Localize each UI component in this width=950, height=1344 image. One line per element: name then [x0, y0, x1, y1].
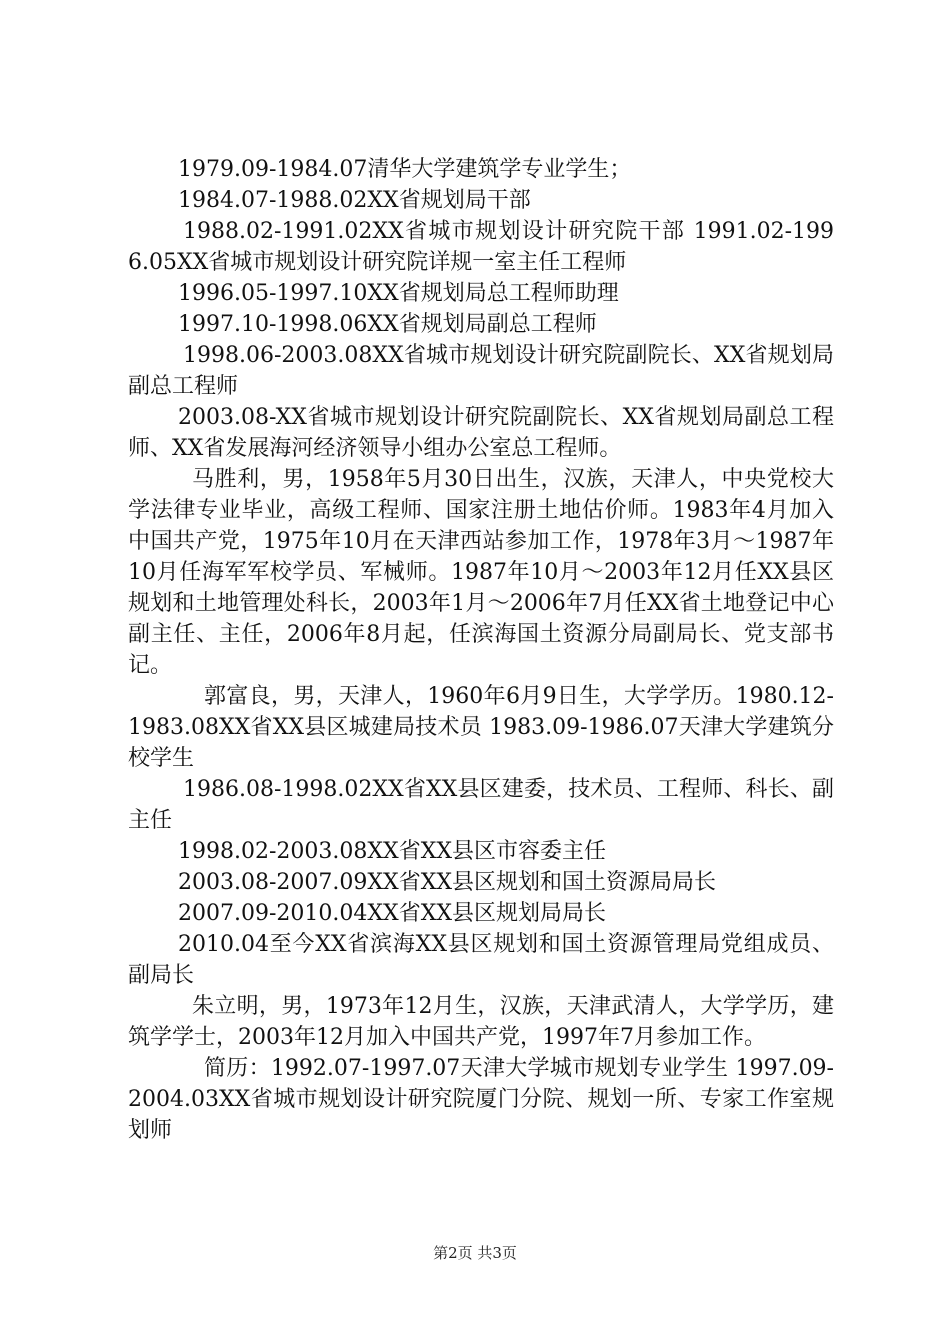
resume-entry-1996: 1996.05-1997.10XX省规划局总工程师助理 [178, 281, 619, 306]
resume-zhu-liming: 简历：1992.07-1997.07天津大学城市规划专业学生 1997.09-2004.03XX省城市规划设计研究院厦门分院、规划一所、专家工作室规划师 [128, 1056, 834, 1143]
resume-entry-guo-2003: 2003.08-2007.09XX省XX县区规划和国土资源局局长 [178, 870, 717, 895]
resume-entry-guo-2007: 2007.09-2010.04XX省XX县区规划局局长 [178, 901, 607, 926]
resume-entry-2003: 2003.08-XX省城市规划设计研究院副院长、XX省规划局副总工程师、XX省发展海河经济领导小组办公室总工程师。 [128, 405, 834, 461]
document-body [128, 154, 834, 1146]
profile-ma-shengli: 马胜利，男，1958年5月30日出生，汉族，天津人，中央党校大学法律专业毕业，高级工程师、国家注册土地估价师。1983年4月加入中国共产党，1975年10月在天津西站参加工作，1978年3月～1987年10月任海军军校学员、军械师。1987年10月～2003年12月任XX县区规划和土地管理处科长，2003年1月～2006年7月任XX省土地登记中心副主任、主任，2006年8月起，任滨海国土资源分局副局长、党支部书记。 [128, 467, 834, 678]
page-number-footer: 第2页 共3页 [433, 1244, 517, 1262]
resume-entry-guo-1986: 1986.08-1998.02XX省XX县区建委，技术员、工程师、科长、副主任 [128, 777, 834, 833]
resume-entry-1984: 1984.07-1988.02XX省规划局干部 [178, 188, 531, 213]
profile-zhu-liming: 朱立明，男，1973年12月生，汉族，天津武清人，大学学历，建筑学学士，2003年12月加入中国共产党，1997年7月参加工作。 [128, 994, 834, 1050]
resume-entry-1998: 1998.06-2003.08XX省城市规划设计研究院副院长、XX省规划局副总工程师 [128, 343, 834, 399]
resume-entry-1997: 1997.10-1998.06XX省规划局副总工程师 [178, 312, 597, 337]
resume-entry-1988: 1988.02-1991.02XX省城市规划设计研究院干部 1991.02-1996.05XX省城市规划设计研究院详规一室主任工程师 [128, 219, 834, 275]
resume-entry-1979: 1979.09-1984.07清华大学建筑学专业学生； [178, 157, 632, 182]
resume-entry-guo-2010: 2010.04至今XX省滨海XX县区规划和国土资源管理局党组成员、副局长 [128, 932, 834, 988]
resume-entry-guo-1998: 1998.02-2003.08XX省XX县区市容委主任 [178, 839, 607, 864]
profile-guo-fuliang: 郭富良，男，天津人，1960年6月9日生，大学学历。1980.12-1983.08XX省XX县区城建局技术员 1983.09-1986.07天津大学建筑分校学生 [128, 684, 834, 771]
